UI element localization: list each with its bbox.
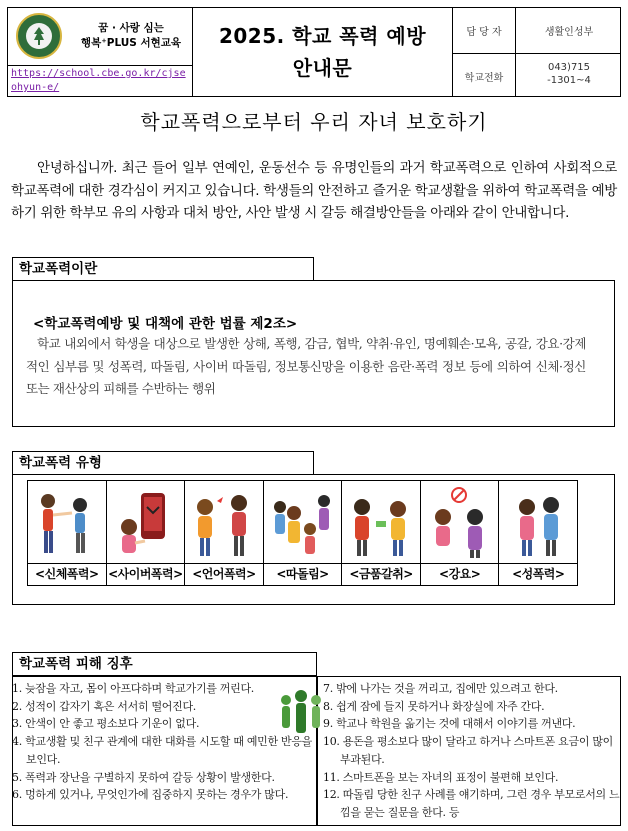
list-item: 7. 밖에 나가는 것을 꺼리고, 집에만 있으려고 한다. <box>323 682 558 695</box>
person-label: 담 당 자 <box>466 27 502 38</box>
list-item: 4. 학교생활 및 친구 관계에 대한 대화를 시도할 때 예민한 반응을 보인다. <box>12 735 313 766</box>
list-item: 9. 학교나 학원을 옮기는 것에 대해서 이야기를 꺼낸다. <box>323 717 576 731</box>
law-title: <학교폭력예방 및 대책에 관한 법률 제2조> <box>33 316 298 332</box>
header-left-cell <box>8 8 193 96</box>
types-label: 학교폭력 유형 <box>12 451 314 475</box>
slogan-line-1: 꿈 · 사랑 심는 <box>98 22 164 34</box>
type-coercion <box>421 481 500 585</box>
types-grid <box>27 480 578 586</box>
cyber-violence-icon <box>109 483 183 563</box>
main-heading: 학교폭력으로부터 우리 자녀 보호하기 <box>140 110 488 134</box>
title-cell <box>193 8 453 96</box>
type-label: <강요> <box>421 563 499 585</box>
signs-list-left <box>12 680 316 804</box>
type-label: <금품갈취> <box>342 563 420 585</box>
list-item: 2. 성적이 갑자기 혹은 서서히 떨어진다. <box>12 699 196 713</box>
school-url-link[interactable] <box>11 67 191 95</box>
list-item: 10. 용돈을 평소보다 많이 달라고 하거나 스마트폰 요금이 많이 부과된다. <box>323 735 613 766</box>
bullying-icon <box>266 483 340 563</box>
list-item: 11. 스마트폰을 보는 자녀의 표정이 불편해 보인다. <box>323 770 559 784</box>
type-label: <성폭력> <box>499 563 577 585</box>
value-column <box>516 8 622 96</box>
signs-label: 학교폭력 피해 징후 <box>12 652 317 676</box>
definition-label: 학교폭력이란 <box>12 257 314 281</box>
type-label: <언어폭력> <box>185 563 263 585</box>
slogan-line-2: 행복⁺PLUS 서현교육 <box>80 37 182 49</box>
list-item: 8. 쉽게 잠에 들지 못하거나 화장실에 자주 간다. <box>323 699 545 713</box>
intro-paragraph: 안녕하십니까. 최근 들어 일부 연예인, 운동선수 등 유명인들의 과거 학교폭력으로 인하여 사회적으로 학교폭력에 대한 경각심이 커지고 있습니다. 학생들의 안전하고 즐거운 학교생활을 위하여 학교폭력을 예방하기 위한 학부모 유의 사항과 대처 방안, 사안 발생 시 갈등 해결방안들을 아래와 같이 안내합니다. <box>11 160 617 221</box>
list-item: 5. 폭력과 장난을 구별하지 못하여 갈등 상황이 발생한다. <box>12 770 275 784</box>
list-item: 3. 안색이 안 좋고 평소보다 기운이 없다. <box>12 717 200 731</box>
type-cyber <box>107 481 186 585</box>
type-bullying <box>264 481 343 585</box>
type-extortion <box>342 481 421 585</box>
list-item: 12. 따돌림 당한 친구 사례를 얘기하며, 그런 경우 부모로서의 느낌을 묻는 질문을 한다. 등 <box>323 788 620 819</box>
list-item: 1. 늦잠을 자고, 몸이 아프다하며 학교가기를 꺼린다. <box>12 682 254 695</box>
coercion-icon <box>423 483 497 563</box>
type-label: <신체폭력> <box>28 563 106 585</box>
type-verbal <box>185 481 264 585</box>
header-table <box>7 7 621 97</box>
label-column <box>453 8 516 96</box>
type-sexual <box>499 481 577 585</box>
physical-violence-icon <box>30 483 104 563</box>
url-line-2[interactable]: ohyun-e/ <box>11 82 60 93</box>
phone-value-line-1: 043)715 <box>547 62 591 73</box>
extortion-icon <box>344 483 418 563</box>
people-group-icon <box>276 688 326 740</box>
phone-value <box>516 61 622 87</box>
type-label: <사이버폭력> <box>107 563 185 585</box>
person-value: 생활인성부 <box>544 27 594 38</box>
verbal-violence-icon <box>187 483 261 563</box>
document-title: 2025. 학교 폭력 예방 <box>218 24 427 48</box>
phone-value-line-2: -1301~4 <box>547 75 591 86</box>
signs-list-right <box>323 680 621 822</box>
type-physical <box>28 481 107 585</box>
list-item: 6. 멍하게 있거나, 무엇인가에 집중하지 못하는 경우가 많다. <box>12 788 289 802</box>
url-line-1[interactable]: https://school.cbe.go.kr/cjse <box>11 68 186 79</box>
school-logo-icon <box>16 13 62 59</box>
definition-body: 학교 내외에서 학생을 대상으로 발생한 상해, 폭행, 감금, 협박, 약취·유인, 명예훼손·모욕, 공갈, 강요·강제적인 심부름 및 성폭력, 따돌림, 사이버 따돌림, 정보통신망을 이용한 음란·폭력 정보 등에 의하여 신체·정신 또는 재산상의 피해를 수반하는 행위 <box>26 336 586 396</box>
slogan <box>70 21 192 51</box>
document-subtitle: 안내문 <box>292 56 353 80</box>
phone-label: 학교전화 <box>464 73 504 84</box>
sexual-violence-icon <box>501 483 575 563</box>
type-label: <따돌림> <box>264 563 342 585</box>
